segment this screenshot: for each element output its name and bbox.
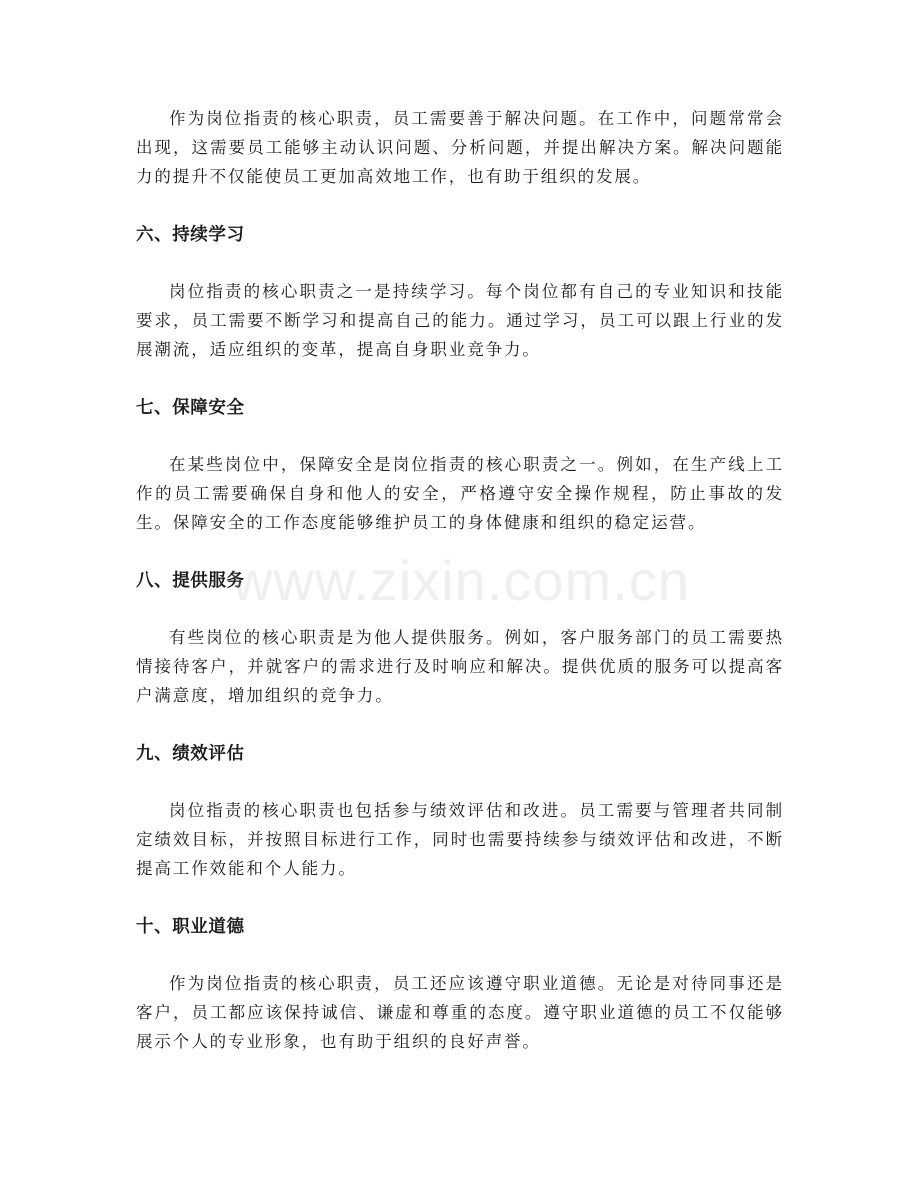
- spacer: [136, 191, 784, 223]
- spacer: [136, 593, 784, 623]
- section-paragraph-safety: 在某些岗位中，保障安全是岗位指责的核心职责之一。例如，在生产线上工作的员工需要确保自身和他人的安全，严格遵守安全操作规程，防止事故的发生。保障安全的工作态度能够维护员工的身体健康和组织的稳定运营。: [136, 455, 784, 532]
- spacer: [136, 883, 784, 915]
- section-paragraph-continuous-learning: 岗位指责的核心职责之一是持续学习。每个岗位都有自己的专业知识和技能要求，员工需要不断学习和提高自己的能力。通过学习，员工可以跟上行业的发展潮流，适应组织的变革，提高自身职业竞争力。: [136, 282, 784, 359]
- spacer: [136, 537, 784, 569]
- section-heading-ethics: 十、职业道德: [136, 917, 245, 937]
- section-heading-continuous-learning: 六、持续学习: [136, 225, 245, 245]
- section-paragraph-performance: 岗位指责的核心职责也包括参与绩效评估和改进。员工需要与管理者共同制定绩效目标，并按照目标进行工作，同时也需要持续参与绩效评估和改进，不断提高工作效能和个人能力。: [136, 801, 784, 878]
- spacer: [136, 247, 784, 277]
- spacer: [136, 710, 784, 742]
- section-paragraph-ethics: 作为岗位指责的核心职责，员工还应该遵守职业道德。无论是对待同事还是客户，员工都应该保持诚信、谦虚和尊重的态度。遵守职业道德的员工不仅能够展示个人的专业形象，也有助于组织的良好声誉。: [136, 974, 784, 1051]
- watermark: www.zixin.com.cn: [232, 549, 690, 612]
- spacer: [136, 420, 784, 450]
- spacer: [136, 364, 784, 396]
- document-body: [136, 104, 784, 1056]
- section-heading-performance: 九、绩效评估: [136, 744, 245, 764]
- spacer: [136, 766, 784, 796]
- section-heading-safety: 七、保障安全: [136, 398, 245, 418]
- section-paragraph-service: 有些岗位的核心职责是为他人提供服务。例如，客户服务部门的员工需要热情接待客户，并就客户的需求进行及时响应和解决。提供优质的服务可以提高客户满意度，增加组织的竞争力。: [136, 628, 784, 705]
- spacer: [136, 939, 784, 969]
- intro-paragraph: 作为岗位指责的核心职责，员工需要善于解决问题。在工作中，问题常常会出现，这需要员工能够主动认识问题、分析问题，并提出解决方案。解决问题能力的提升不仅能使员工更加高效地工作，也有助于组织的发展。: [136, 109, 784, 186]
- section-heading-service: 八、提供服务: [136, 571, 245, 591]
